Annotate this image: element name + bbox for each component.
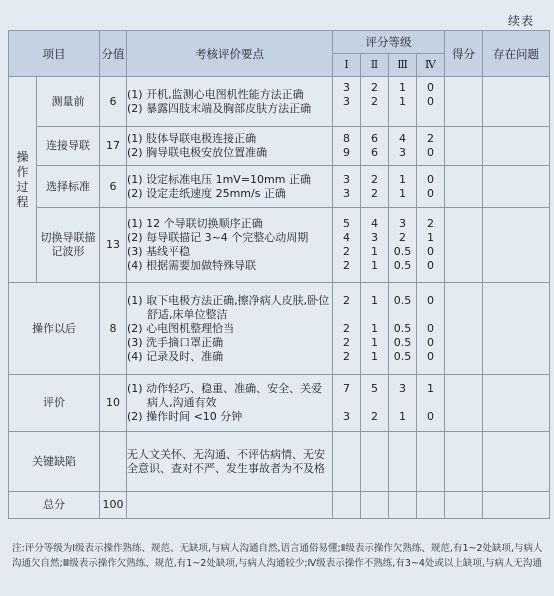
score-cell[interactable] — [445, 492, 483, 519]
criterion: (3) 洗手摘口罩正确 — [127, 335, 224, 349]
grade-cell: 2 0 — [417, 127, 445, 166]
score-cell[interactable] — [445, 77, 483, 127]
grade-cell: 6 6 — [361, 127, 389, 166]
issues-cell[interactable] — [483, 283, 550, 375]
grade-cell: 2 2 — [361, 166, 389, 208]
criteria-cell — [127, 375, 333, 432]
points-cell: 10 — [100, 375, 127, 432]
issues-cell[interactable] — [483, 492, 550, 519]
item-cell: 测量前 — [37, 77, 100, 127]
item-cell: 连接导联 — [37, 127, 100, 166]
points-cell: 6 — [100, 166, 127, 208]
score-cell[interactable] — [445, 166, 483, 208]
points-cell: 13 — [100, 208, 127, 283]
grade-cell: 3 3 — [333, 77, 361, 127]
header-grade: 评分等级 — [333, 31, 445, 54]
grade-cell — [417, 492, 445, 519]
criteria-cell — [127, 432, 333, 492]
criterion: (2) 操作时间 <10 分钟 — [127, 410, 243, 423]
criterion: (1) 开机,监测心电图机性能方法正确 — [127, 87, 304, 101]
grade-cell: 4 3 1 1 — [361, 208, 389, 283]
grade-cell: 2 1 0 0 — [417, 208, 445, 283]
assessment-table — [8, 30, 550, 519]
issues-cell[interactable] — [483, 208, 550, 283]
grade-cell: 4 3 — [389, 127, 417, 166]
points-cell: 8 — [100, 283, 127, 375]
grade-cell: 5 2 — [361, 375, 389, 432]
score-cell[interactable] — [445, 375, 483, 432]
score-cell[interactable] — [445, 208, 483, 283]
criterion: (1) 动作轻巧、稳重、准确、安全、关爱病人,沟通有效 — [127, 382, 323, 409]
grade-cell: 2 2 — [361, 77, 389, 127]
grade-cell — [361, 492, 389, 519]
criterion: (1) 12 个导联切换顺序正确 — [127, 217, 263, 230]
grade-cell — [389, 492, 417, 519]
grade-cell — [333, 492, 361, 519]
points-cell — [100, 432, 127, 492]
grade-cell: 0 0 — [417, 77, 445, 127]
item-cell: 关键缺陷 — [9, 432, 100, 492]
header-requirements: 考核评价要点 — [127, 31, 333, 77]
grade-cell: 8 9 — [333, 127, 361, 166]
item-cell: 选择标准 — [37, 166, 100, 208]
header-score: 得分 — [445, 31, 483, 77]
item-cell: 总分 — [9, 492, 100, 519]
header-issues: 存在问题 — [483, 31, 550, 77]
criteria-cell — [127, 492, 333, 519]
item-cell: 操作以后 — [9, 283, 100, 375]
grade-cell: 5 4 2 2 — [333, 208, 361, 283]
criterion: (1) 设定标准电压 1mV=10mm 正确 — [127, 172, 311, 186]
criterion: (4) 根据需要加做特殊导联 — [127, 259, 257, 272]
grade-cell: 1 1 — [389, 77, 417, 127]
header-points: 分值 — [100, 31, 127, 77]
score-cell[interactable] — [445, 283, 483, 375]
grade-cell: 2 2 2 2 — [333, 283, 361, 375]
criteria-cell — [127, 77, 333, 127]
grade-cell: 0 0 0 0 — [417, 283, 445, 375]
criteria-cell — [127, 283, 333, 375]
criterion: (1) 肢体导联电极连接正确 — [127, 132, 257, 145]
score-cell[interactable] — [445, 432, 483, 492]
criterion: 无人文关怀、无沟通、不评估病情、无安全意识、查对不严、发生事故者为不及格 — [127, 447, 325, 475]
grade-cell: 1 1 — [389, 166, 417, 208]
points-cell: 100 — [100, 492, 127, 519]
grade-cell: 3 3 — [333, 166, 361, 208]
issues-cell[interactable] — [483, 166, 550, 208]
grade-cell: 0 0 — [417, 166, 445, 208]
score-cell[interactable] — [445, 127, 483, 166]
footnote: 注:评分等级为Ⅰ级表示操作熟练、规范、无缺项,与病人沟通自然,语言通俗易懂;Ⅱ级表示操作欠熟练、规范,有1~2处缺项,与病人沟通欠自然;Ⅲ级表示操作欠熟练、规范,有1~2处缺项,与病人沟通较少;Ⅳ级表示操作不熟练,有3~4处或以上缺项,与病人无沟通 — [12, 543, 543, 569]
issues-cell[interactable] — [483, 127, 550, 166]
criteria-cell — [127, 208, 333, 283]
grade-cell: 3 2 0.5 0.5 — [389, 208, 417, 283]
criterion: (2) 胸导联电极安放位置准确 — [127, 146, 268, 159]
points-cell: 17 — [100, 127, 127, 166]
grade-cell — [389, 432, 417, 492]
item-cell: 评价 — [9, 375, 100, 432]
grade-cell — [333, 432, 361, 492]
criterion: (2) 暴露四肢末端及胸部皮肤方法正确 — [127, 101, 312, 115]
grade-cell: 0.5 0.5 0.5 0.5 — [389, 283, 417, 375]
issues-cell[interactable] — [483, 77, 550, 127]
criteria-cell — [127, 127, 333, 166]
header-level-3: Ⅲ — [389, 54, 417, 77]
grade-cell: 1 1 1 1 — [361, 283, 389, 375]
issues-cell[interactable] — [483, 375, 550, 432]
criterion: (3) 基线平稳 — [127, 245, 191, 258]
item-cell: 切换导联描记波形 — [37, 208, 100, 283]
grade-cell — [417, 432, 445, 492]
grade-cell: 7 3 — [333, 375, 361, 432]
header-level-2: Ⅱ — [361, 54, 389, 77]
grade-cell: 3 1 — [389, 375, 417, 432]
header-level-1: Ⅰ — [333, 54, 361, 77]
points-cell: 6 — [100, 77, 127, 127]
criterion: (2) 心电图机整理恰当 — [127, 321, 235, 335]
process-group-label: 操作过程 — [9, 77, 37, 283]
issues-cell[interactable] — [483, 432, 550, 492]
criterion: (2) 设定走纸速度 25mm/s 正确 — [127, 186, 286, 200]
grade-cell: 1 0 — [417, 375, 445, 432]
header-level-4: Ⅳ — [417, 54, 445, 77]
grade-cell — [361, 432, 389, 492]
continued-label: 续表 — [507, 14, 534, 28]
criterion: (2) 每导联描记 3~4 个完整心动周期 — [127, 231, 309, 244]
header-item: 项目 — [9, 31, 100, 77]
criterion: (1) 取下电极方法正确,擦净病人皮肤,卧位舒适,床单位整洁 — [127, 293, 330, 321]
criterion: (4) 记录及时、准确 — [127, 349, 224, 363]
criteria-cell — [127, 166, 333, 208]
